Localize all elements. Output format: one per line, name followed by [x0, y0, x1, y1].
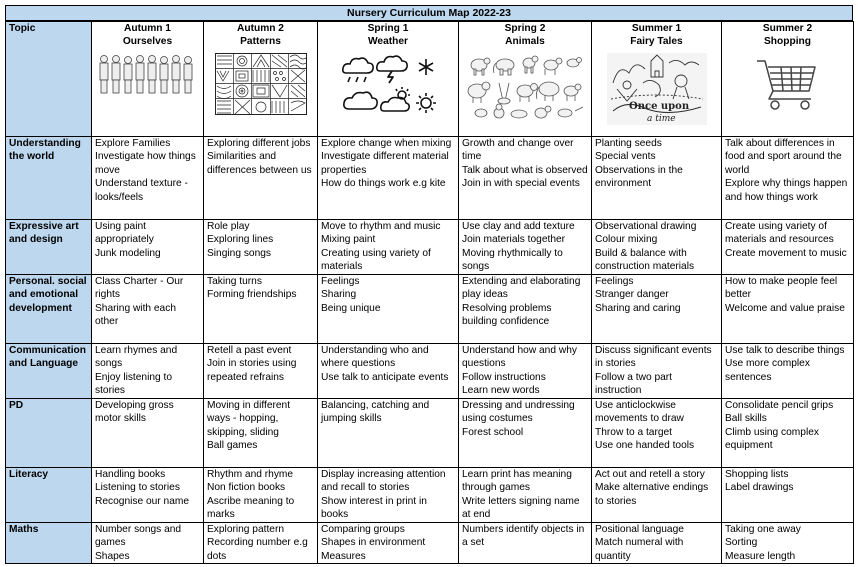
cell-line: Sharing with each other	[95, 302, 176, 328]
cell-line: Growth and change over time	[462, 138, 574, 163]
cell-line: Understand how and why questions	[462, 345, 577, 370]
cell-line: Class Charter - Our rights	[95, 276, 184, 301]
cell	[722, 137, 854, 220]
cell	[318, 523, 459, 564]
row-personal-social	[6, 275, 854, 344]
row-maths	[6, 523, 854, 564]
cell	[204, 344, 318, 399]
sun-cloud-icon	[381, 97, 409, 111]
animals-drawing-icon	[465, 53, 585, 121]
term-autumn-2	[204, 22, 318, 137]
row-literacy	[6, 468, 854, 523]
cell-line: Colour mixing	[595, 234, 658, 246]
cloud-icon	[344, 92, 377, 109]
cell-line: Match numeral with quantity	[595, 537, 684, 562]
term-label: Summer 1	[631, 23, 682, 34]
cell	[318, 468, 459, 523]
cell-line: How to make people feel better	[725, 276, 838, 301]
cell-line: Resolving problems	[462, 302, 552, 314]
sun-icon	[421, 98, 431, 108]
cell-line: Use talk to anticipate events	[321, 371, 449, 383]
cell-line: Write letters signing name at end	[462, 495, 580, 521]
theme-label: Ourselves	[122, 36, 173, 48]
cell-line: Display increasing attention and recall to stories	[321, 469, 446, 494]
cell-line: Explore why things happen and how things work	[725, 178, 848, 203]
fairy-tales-drawing-icon	[607, 53, 707, 125]
cell-line: Ball games	[207, 440, 258, 452]
theme-label: Weather	[367, 36, 408, 48]
row-topic: Maths	[6, 523, 92, 564]
cell-line: How do things work e.g kite	[321, 178, 446, 190]
row-topic: PD	[6, 399, 92, 468]
cell-line: Exploring lines	[207, 234, 274, 246]
theme-label: Fairy Tales	[630, 36, 683, 48]
row-expressive-art	[6, 220, 854, 275]
theme-label: Animals	[505, 36, 545, 48]
cell-line: Discuss significant events in stories	[595, 345, 712, 370]
cell	[592, 344, 722, 399]
cell-line: Feelings	[321, 276, 360, 287]
cell-line: Moving rhythmically to songs	[462, 247, 563, 273]
cell-line: Build & balance with construction materials	[595, 247, 695, 273]
cell-line: Using paint appropriately	[95, 221, 154, 246]
cell	[92, 523, 204, 564]
cell-line: Use one handed tools	[595, 440, 695, 452]
theme-label: Shopping	[764, 36, 811, 48]
cell	[592, 220, 722, 275]
cell-line: Comparing groups	[321, 524, 405, 535]
term-summer-1	[592, 22, 722, 137]
cell-line: Feelings	[595, 276, 634, 287]
cell	[459, 137, 592, 220]
cell-line: Explore Families	[95, 138, 171, 149]
cell-line: Show interest in print in books	[321, 495, 427, 521]
cell	[318, 344, 459, 399]
cell	[92, 468, 204, 523]
cell	[204, 399, 318, 468]
cell-line: Listening to stories	[95, 482, 180, 494]
cell-line: Learn rhymes and songs	[95, 345, 178, 370]
cell-line: Ascribe meaning to marks	[207, 495, 295, 521]
cell-line: Recognise our name	[95, 495, 190, 507]
cell	[92, 137, 204, 220]
cell-line: Taking one away	[725, 524, 801, 535]
cell-line: Observations in the environment	[595, 164, 683, 190]
curriculum-table	[5, 21, 854, 564]
cell	[318, 275, 459, 344]
storm-cloud-icon	[377, 56, 407, 71]
term-label: Autumn 1	[124, 23, 171, 34]
row-topic: Understanding the world	[6, 137, 92, 220]
cell-line: Special vents	[595, 151, 656, 163]
shopping-trolley-icon	[753, 53, 823, 113]
cell-line: Forming friendships	[207, 289, 297, 301]
cell-line: Sorting	[725, 537, 758, 549]
cell-line: Singing songs	[207, 247, 272, 259]
cell-line: Follow a two part instruction	[595, 371, 673, 397]
cell-line: Learn new words	[462, 385, 540, 397]
cell-line: Shapes	[95, 550, 130, 562]
term-autumn-1	[92, 22, 204, 137]
cell-line: Use more complex sentences	[725, 358, 810, 383]
term-label: Autumn 2	[237, 23, 284, 34]
cell	[459, 344, 592, 399]
cell-line: Mixing paint	[321, 234, 376, 246]
cell	[722, 399, 854, 468]
term-spring-2	[459, 22, 592, 137]
cell	[204, 523, 318, 564]
cell	[722, 275, 854, 344]
cell-line: Developing gross motor skills	[95, 400, 174, 425]
cell-line: Make alternative endings to stories	[595, 482, 709, 507]
cell-line: Being unique	[321, 302, 381, 314]
term-label: Spring 2	[504, 23, 546, 34]
cell	[722, 523, 854, 564]
cell-line: Talk about differences in food and sport around the world	[725, 138, 842, 176]
cell-line: Understand texture - looks/feels	[95, 178, 188, 203]
cell-line: Number songs and games	[95, 524, 182, 549]
cell-line: Explore change when mixing	[321, 138, 452, 149]
cell-line: Use clay and add texture	[462, 221, 575, 232]
cell-line: Balancing, catching and jumping skills	[321, 400, 430, 425]
cell	[592, 137, 722, 220]
cell	[592, 399, 722, 468]
cell	[459, 468, 592, 523]
patterns-grid-icon	[215, 53, 307, 115]
cell	[722, 468, 854, 523]
cell-line: Dressing and undressing using costumes	[462, 400, 575, 425]
cell-line: Consolidate pencil grips	[725, 400, 834, 411]
cell	[204, 220, 318, 275]
cell-line: Throw to a target	[595, 426, 673, 438]
cell	[459, 220, 592, 275]
cell	[592, 468, 722, 523]
cell-line: Join materials together	[462, 234, 566, 246]
cell-line: Sharing	[321, 289, 357, 301]
term-label: Spring 1	[367, 23, 409, 34]
cell-line: Extending and elaborating play ideas	[462, 276, 581, 301]
cell-line: Recording number e.g dots	[207, 537, 308, 562]
cell-line: Positional language	[595, 524, 684, 535]
page-title: Nursery Curriculum Map 2022-23	[5, 5, 853, 21]
cell-line: Non fiction books	[207, 482, 286, 494]
cell-line: Shopping lists	[725, 469, 789, 480]
row-understanding-world	[6, 137, 854, 220]
cell	[92, 399, 204, 468]
cell	[592, 275, 722, 344]
row-topic: Personal. social and emotional development	[6, 275, 92, 344]
cell-line: Create movement to music	[725, 247, 847, 259]
cell	[459, 523, 592, 564]
cell	[459, 399, 592, 468]
cell-line: Exploring different jobs	[207, 138, 311, 149]
curriculum-map	[5, 5, 853, 564]
cell-line: Join in with special events	[462, 178, 580, 190]
row-topic: Communication and Language	[6, 344, 92, 399]
cell-line: Learn print has meaning through games	[462, 469, 572, 494]
cell-line: Similarities and differences between us	[207, 151, 312, 176]
term-label: Summer 2	[762, 23, 813, 34]
cell	[204, 275, 318, 344]
cell-line: Measure length	[725, 550, 796, 562]
topic-header: Topic	[6, 22, 92, 137]
cell	[92, 344, 204, 399]
row-communication	[6, 344, 854, 399]
cell-line: Enjoy listening to stories	[95, 371, 173, 397]
cell-line: building confidence	[462, 316, 550, 328]
cell-line: Taking turns	[207, 276, 262, 287]
row-topic: Expressive art and design	[6, 220, 92, 275]
cell-line: Welcome and value praise	[725, 302, 845, 314]
cell	[318, 137, 459, 220]
cell-line: Creating using variety of materials	[321, 247, 431, 273]
cell	[92, 220, 204, 275]
image-caption-line2: a time	[646, 113, 676, 124]
theme-label: Patterns	[240, 36, 281, 48]
cell-line: Junk modeling	[95, 247, 161, 259]
cell-line: Investigate how things move	[95, 151, 196, 176]
cell-line: Handling books	[95, 469, 166, 480]
cell-line: Planting seeds	[595, 138, 662, 149]
cell	[722, 220, 854, 275]
cell-line: Moving in different ways - hopping, skipping, sliding	[207, 400, 291, 438]
cell-line: Numbers identify objects in a set	[462, 524, 585, 549]
cell-line: Retell a past event	[207, 345, 292, 356]
cell	[204, 137, 318, 220]
cell-line: Label drawings	[725, 482, 794, 494]
cell	[92, 275, 204, 344]
cell-line: Use talk to describe things	[725, 345, 845, 356]
cell-line: Move to rhythm and music	[321, 221, 441, 232]
cell-line: Sharing and caring	[595, 302, 681, 314]
cell-line: Talk about what is observed	[462, 164, 588, 176]
cell	[459, 275, 592, 344]
cell-line: Exploring pattern	[207, 524, 285, 535]
term-spring-1	[318, 22, 459, 137]
cell	[204, 468, 318, 523]
image-caption-line1: Once upon	[628, 100, 689, 112]
snowflake-icon	[419, 59, 433, 75]
cell	[318, 399, 459, 468]
row-pd	[6, 399, 854, 468]
cell-line: Shapes in environment	[321, 537, 426, 549]
cell-line: Measures	[321, 550, 366, 562]
cell-line: Follow instructions	[462, 371, 546, 383]
term-summer-2	[722, 22, 854, 137]
cell-line: Stranger danger	[595, 289, 669, 301]
cell-line: Act out and retell a story	[595, 469, 705, 480]
cell	[318, 220, 459, 275]
cell	[722, 344, 854, 399]
cell-line: Understanding who and where questions	[321, 345, 429, 370]
cell-line: Role play	[207, 221, 250, 232]
cell-line: Create using variety of materials and resources	[725, 221, 834, 246]
header-row	[6, 22, 854, 137]
cell-line: Observational drawing	[595, 221, 697, 232]
cell-line: Investigate different material properties	[321, 151, 449, 176]
cell-line: Rhythm and rhyme	[207, 469, 294, 480]
rain-cloud-icon	[343, 58, 373, 73]
cell	[592, 523, 722, 564]
cell-line: Ball skills	[725, 413, 767, 425]
cell-line: Climb using complex equipment	[725, 426, 819, 452]
cell-line: Forest school	[462, 426, 524, 438]
weather-icons	[340, 53, 436, 119]
cell-line: Join in stories using repeated refrains	[207, 358, 297, 383]
people-drawing-icon	[96, 53, 200, 95]
row-topic: Literacy	[6, 468, 92, 523]
cell-line: Use anticlockwise movements to draw	[595, 400, 684, 425]
